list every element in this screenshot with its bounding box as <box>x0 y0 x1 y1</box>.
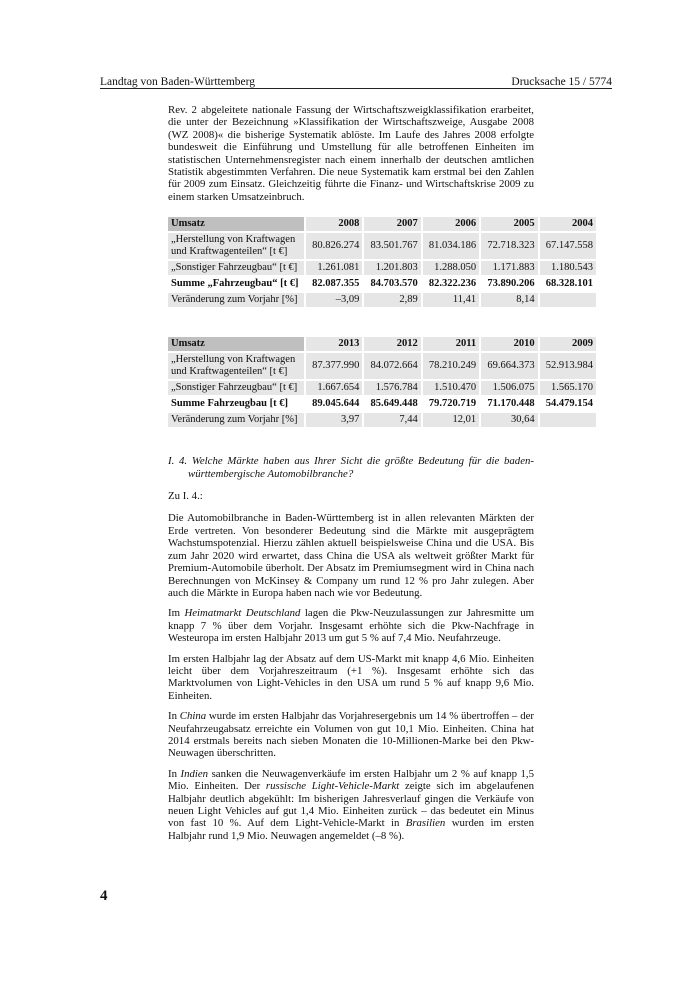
table-header-cell: 2006 <box>423 217 479 231</box>
table-cell: 1.180.543 <box>540 261 596 275</box>
emphasis: Heimatmarkt Deutschland <box>184 607 301 620</box>
row-label: Summe „Fahrzeugbau“ [t €] <box>168 277 304 291</box>
paragraph-automobilbranche: Die Automobilbranche in Baden-Württemberg ist in allen relevanten Märkten der Erde vertreten. Von besonderer Bedeutung sind die Märkte mit ausgeprägtem Wachstumspotenzial. Hierzu zählen aktuell beispielsweise China und die USA. Bis zum Jahr 2020 wird erwartet, dass China die USA als weltweit größter Markt für Premium-Automobile überholt. Der Absatz im Premiumsegment wird in China nach Berechnungen von McKinsey & Company um rund 12 % pro Jahr zulegen. Aber auch die Märkte in Europa haben nach wie vor Bedeutung. <box>168 512 534 599</box>
table-header-cell: 2009 <box>540 337 596 351</box>
table-cell: 1.565.170 <box>540 381 596 395</box>
table-header-cell: 2012 <box>364 337 420 351</box>
table-cell: 71.170.448 <box>481 397 537 411</box>
text: Im <box>168 607 185 620</box>
intro-paragraph: Rev. 2 abgeleitete nationale Fassung der Wirtschaftszweigklassifikation erarbeitet, die unter der Bezeichnung »Klassifikation der Wirtschaftszweige, Ausgabe 2008 (WZ 2008)« die bisherige Systematik ablöste. Im Laufe des Jahres 2008 erfolgte bundesweit die Einführung und Umstellung für alle betroffenen Einheiten im statistischen Unternehmensregister nach einem innerhalb der deutschen amtlichen Statistik abgestimmten Verfahren. Die neue Systematik kam erstmal bei den Zahlen für 2009 zum Einsatz. Gleichzeitig führte die Finanz- und Wirtschaftskrise 2009 zu einem starken Umsatzeinbruch. <box>168 104 534 203</box>
table-cell: 1.510.470 <box>423 381 479 395</box>
table-header-cell: 2011 <box>423 337 479 351</box>
table-row <box>168 353 596 379</box>
table-cell: 73.890.206 <box>481 277 537 291</box>
table-cell: 69.664.373 <box>481 353 537 379</box>
table-cell: 83.501.767 <box>364 233 420 259</box>
table-row <box>168 381 596 395</box>
table-cell: 89.045.644 <box>306 397 362 411</box>
table-row <box>168 233 596 259</box>
table-cell: 12,01 <box>423 413 479 427</box>
emphasis: Brasilien <box>405 817 446 830</box>
emphasis: China <box>179 710 207 723</box>
text: In <box>168 767 181 780</box>
table-header-cell: Umsatz <box>168 217 304 231</box>
table-cell: 82.087.355 <box>306 277 362 291</box>
table-cell: 1.201.803 <box>364 261 420 275</box>
table-cell <box>540 413 596 427</box>
text: zeigte sich im abgelaufenen Halbjahr deutlich abgekühlt: Im bisherigen Jahresverlauf gingen die Verkäufe von neuen Light Vehicles auf gut 1,4 Mio. Einheiten zurück – das bedeutet ein Minus von fast 10 %. Auf dem Light-Vehicle-Markt in <box>168 780 534 830</box>
row-label: Summe Fahrzeugbau [t €] <box>168 397 304 411</box>
table-header-cell: 2004 <box>540 217 596 231</box>
text: sanken die Neuwagenverkäufe im ersten Halbjahr um 2 % auf knapp 1,5 Mio. Einheiten. Der <box>168 767 534 793</box>
table-cell: 84.703.570 <box>364 277 420 291</box>
table-header-cell: 2010 <box>481 337 537 351</box>
answer-label: Zu I. 4.: <box>168 490 203 503</box>
table-cell: 1.261.081 <box>306 261 362 275</box>
table-row <box>168 261 596 275</box>
table-cell: 1.506.075 <box>481 381 537 395</box>
table-cell: 2,89 <box>364 293 420 307</box>
paragraph-deutschland <box>168 607 534 644</box>
table-cell: 82.322.236 <box>423 277 479 291</box>
table-cell: 3,97 <box>306 413 362 427</box>
table-header-cell: 2008 <box>306 217 362 231</box>
table-sum-row <box>168 277 596 291</box>
table-row <box>168 413 596 427</box>
table-row <box>168 293 596 307</box>
table-cell: 54.479.154 <box>540 397 596 411</box>
page-header <box>100 70 612 88</box>
table-header-row <box>168 337 596 351</box>
page-content <box>168 104 593 842</box>
table-cell: 7,44 <box>364 413 420 427</box>
table-cell: 52.913.984 <box>540 353 596 379</box>
emphasis: russische Light-Vehicle-Markt <box>265 780 400 793</box>
table-cell: 1.288.050 <box>423 261 479 275</box>
table-cell: 81.034.186 <box>423 233 479 259</box>
table-cell: 72.718.323 <box>481 233 537 259</box>
table-cell: 79.720.719 <box>423 397 479 411</box>
question-heading: I. 4. Welche Märkte haben aus Ihrer Sicht die größte Bedeutung für die baden-württembergische Automobilbranche? <box>168 455 534 480</box>
text: wurde im ersten Halbjahr das Vorjahresergebnis um 14 % übertroffen – der Neufahrzeugabsatz erreichte ein Volumen von gut 10,1 Mio. Einheiten. China hat 2014 erstmals bereits nach sieben Monaten die 10-Millionen-Marke bei den Pkw-Neuwagen überschritten. <box>168 710 534 760</box>
row-label: „Herstellung von Kraftwagen und Kraftwagenteilen“ [t €] <box>168 233 304 259</box>
table-cell: 80.826.274 <box>306 233 362 259</box>
text: lagen die Pkw-Neuzulassungen zur Jahresmitte um knapp 7 % über dem Vorjahr. Insgesamt erhöhte sich die Pkw-Nachfrage in Westeuropa im ersten Halbjahr 2013 um gut 5 % auf 7,4 Mio. Neufahrzeuge. <box>168 607 535 645</box>
table-header-cell: 2007 <box>364 217 420 231</box>
table-umsatz-2004-2008 <box>166 215 598 309</box>
text: wurden im ersten Halbjahr rund 1,9 Mio. Neuwagen angemeldet (–8 %). <box>168 817 534 842</box>
row-label: Veränderung zum Vorjahr [%] <box>168 293 304 307</box>
table-cell: 85.649.448 <box>364 397 420 411</box>
table-cell <box>540 293 596 307</box>
table-cell: 1.171.883 <box>481 261 537 275</box>
table-cell: 30,64 <box>481 413 537 427</box>
row-label: Veränderung zum Vorjahr [%] <box>168 413 304 427</box>
header-right: Drucksache 15 / 5774 <box>511 76 612 88</box>
paragraph-usa: Im ersten Halbjahr lag der Absatz auf dem US-Markt mit knapp 4,6 Mio. Einheiten leicht über dem Vorjahreszeitraum (+1 %). Insgesamt erhöhte sich das Marktvolumen von Light-Vehicles in den USA um rund 5 % auf knapp 9,6 Mio. Einheiten. <box>168 652 534 702</box>
table-cell: 8,14 <box>481 293 537 307</box>
row-label: „Sonstiger Fahrzeugbau“ [t €] <box>168 261 304 275</box>
emphasis: Indien <box>180 767 209 780</box>
table-header-row <box>168 217 596 231</box>
table-header-cell: 2005 <box>481 217 537 231</box>
table-cell: 68.328.101 <box>540 277 596 291</box>
table-cell: –3,09 <box>306 293 362 307</box>
table-cell: 1.576.784 <box>364 381 420 395</box>
table-cell: 78.210.249 <box>423 353 479 379</box>
table-cell: 84.072.664 <box>364 353 420 379</box>
row-label: „Sonstiger Fahrzeugbau“ [t €] <box>168 381 304 395</box>
header-left: Landtag von Baden-Württemberg <box>100 76 255 88</box>
table-umsatz-2009-2013 <box>166 335 598 429</box>
paragraph-china <box>168 710 534 760</box>
page-number: 4 <box>100 888 108 904</box>
table-cell: 1.667.654 <box>306 381 362 395</box>
text: In <box>168 710 180 723</box>
table-cell: 11,41 <box>423 293 479 307</box>
table-header-cell: Umsatz <box>168 337 304 351</box>
table-cell: 67.147.558 <box>540 233 596 259</box>
header-rule <box>100 88 612 89</box>
paragraph-indien-russland-brasilien <box>168 768 534 842</box>
row-label: „Herstellung von Kraftwagen und Kraftwagenteilen“ [t €] <box>168 353 304 379</box>
table-sum-row <box>168 397 596 411</box>
table-cell: 87.377.990 <box>306 353 362 379</box>
table-header-cell: 2013 <box>306 337 362 351</box>
